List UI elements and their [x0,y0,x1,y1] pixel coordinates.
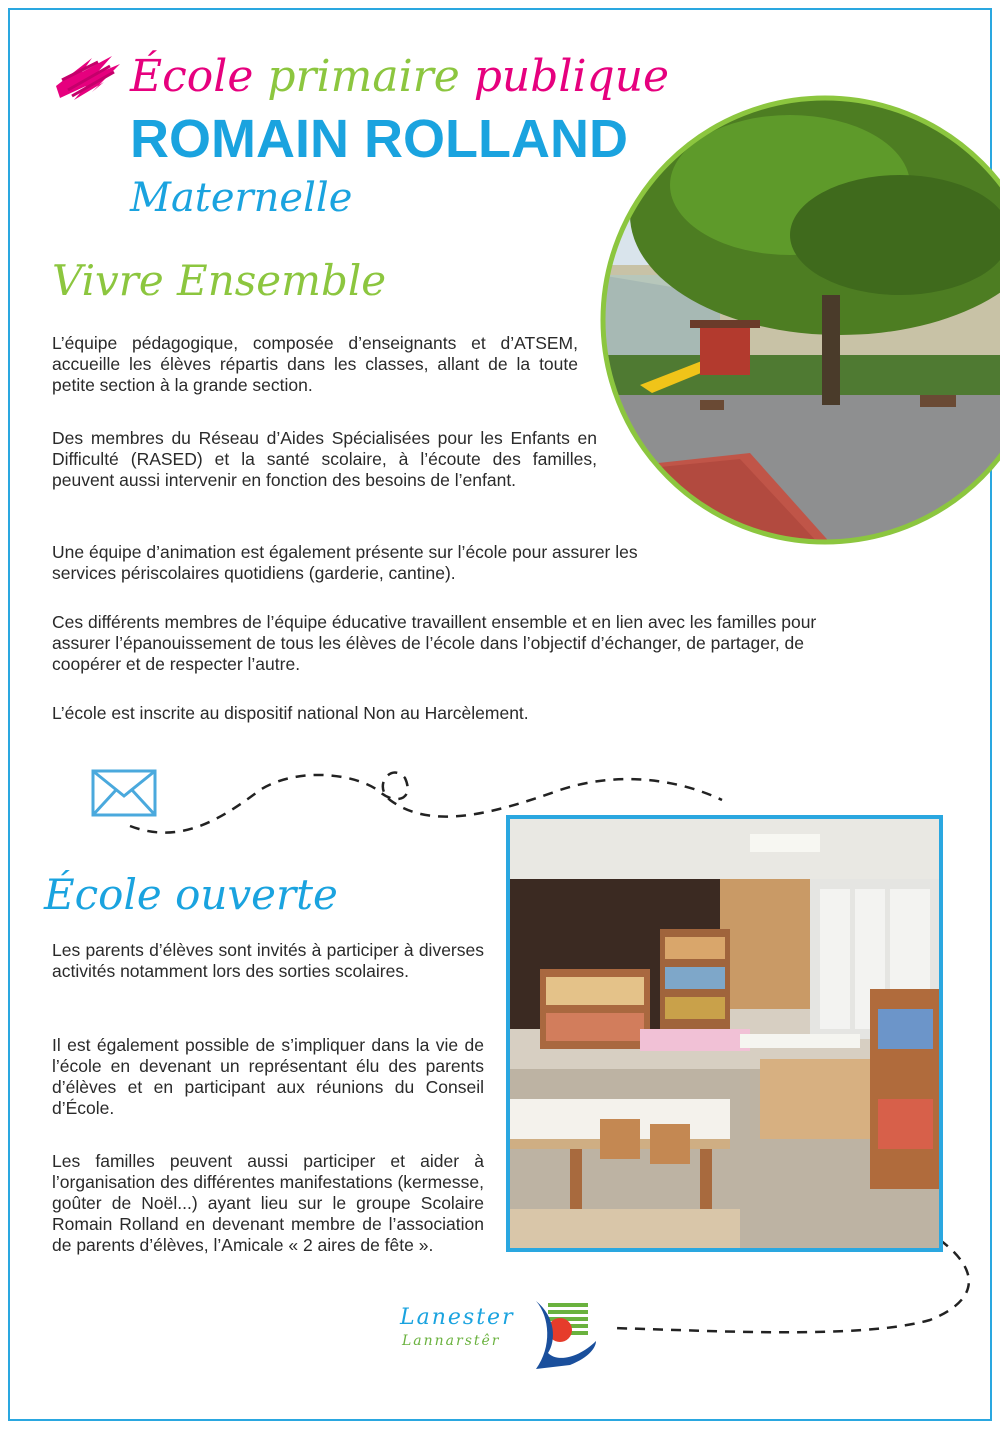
paragraph-equipe: L’équipe pédagogique, composée d’enseignants et d’ATSEM, accueille les élèves répartis dans les classes, allant de la toute petite section à la grande section. [52,333,578,395]
envelope-icon [90,768,158,818]
paragraph-parents: Les parents d’élèves sont invités à participer à diverses activités notamment lors des sorties scolaires. [52,940,484,981]
paragraph-representant: Il est également possible de s’impliquer dans la vie de l’école en devenant un représentant élu des parents d’élèves et en participant aux réunions du Conseil d’École. [52,1035,484,1118]
title-school-type [130,51,670,102]
logo-text-lannarster: Lannarstêr [402,1333,501,1349]
logo-text-lanester: Lanester [400,1305,515,1330]
paragraph-animation: Une équipe d’animation est également présente sur l’école pour assurer les services périscolaires quotidiens (garderie, cantine). [52,542,638,583]
lanester-logo [400,1295,600,1375]
playground-photo [600,95,1000,545]
classroom-illustration [510,819,939,1248]
classroom-photo [506,815,943,1252]
logo-emblem-icon [530,1297,600,1372]
title-word-primaire: primaire [267,51,474,102]
paragraph-rased: Des membres du Réseau d’Aides Spécialisées pour les Enfants en Difficulté (RASED) et la santé scolaire, à l’écoute des familles, peuvent aussi intervenir en fonction des besoins de l’enfant. [52,428,597,490]
school-name: ROMAIN ROLLAND [130,109,628,169]
paragraph-harcelement: L’école est inscrite au dispositif national Non au Harcèlement. [52,703,529,723]
brush-stroke-icon [52,52,124,104]
paragraph-membres: Ces différents membres de l’équipe éducative travaillent ensemble et en lien avec les familles pour assurer l’épanouissement de tous les élèves de l’école dans l’objectif d’échanger, de partager, de coopérer et de respecter l’autre. [52,612,817,674]
paragraph-familles: Les familles peuvent aussi participer et aider à l’organisation des différentes manifestations (kermesse, goûter de Noël...) ayant lieu sur le groupe Scolaire Romain Rolland en devenant membre de l’association de parents d’élèves, l’Amicale « 2 aires de fête ». [52,1151,484,1255]
title-word-ecole: École [130,51,268,102]
heading-ecole-ouverte: École ouverte [44,870,338,919]
title-word-publique: publique [473,51,670,102]
school-level: Maternelle [130,175,353,221]
heading-vivre-ensemble: Vivre Ensemble [52,256,387,305]
